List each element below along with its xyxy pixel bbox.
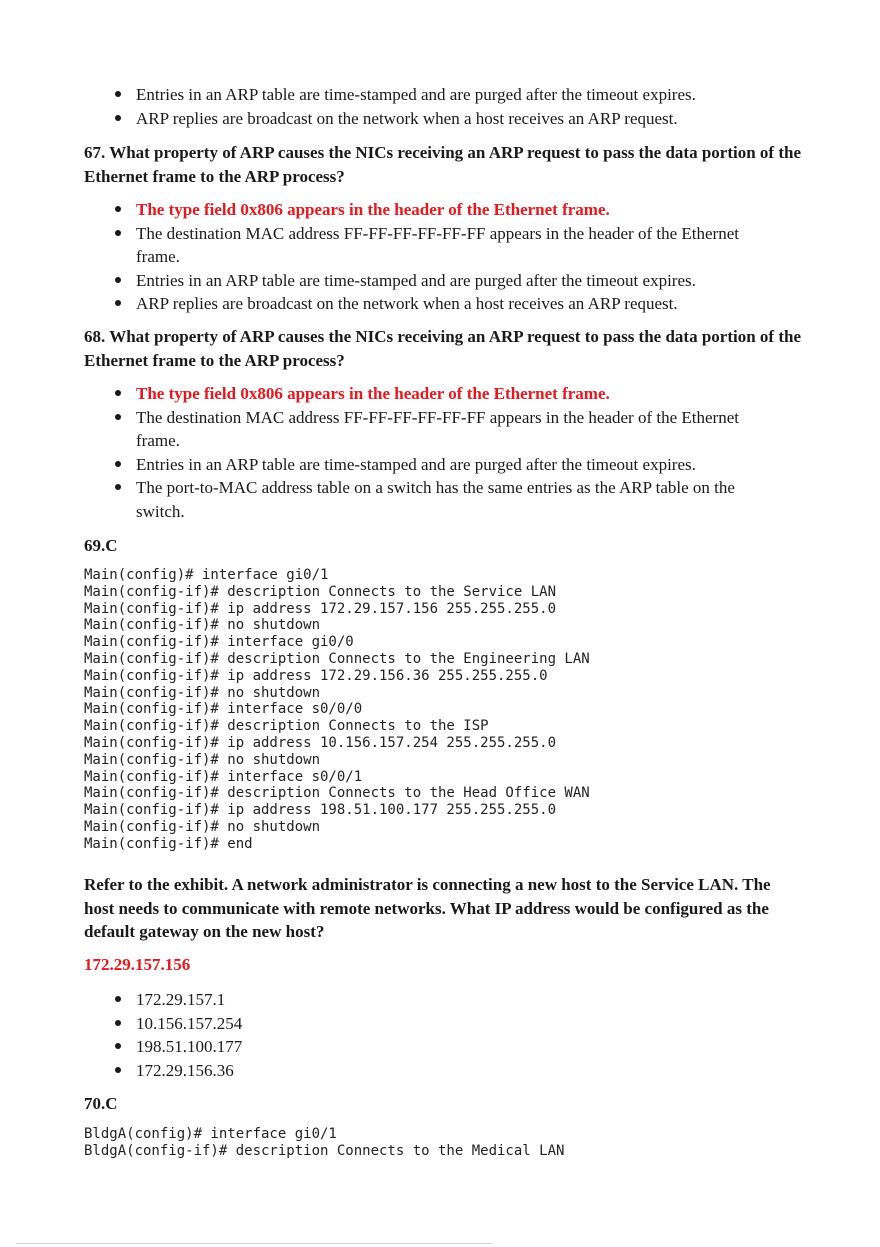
question-69-heading: 69.C bbox=[84, 536, 118, 555]
list-item: 172.29.157.1 bbox=[112, 988, 786, 1012]
config-exhibit-70: BldgA(config)# interface gi0/1 BldgA(config-if)# description Connects to the Medical LAN bbox=[84, 1126, 565, 1159]
question-70-heading: 70.C bbox=[84, 1094, 118, 1113]
list-item: The destination MAC address FF-FF-FF-FF-FF-FF appears in the header of the Ethernet frame. bbox=[112, 406, 786, 453]
question-67: 67. What property of ARP causes the NICs receiving an ARP request to pass the data portion of the Ethernet frame to the ARP process? bbox=[84, 143, 801, 186]
answer-list-67 bbox=[112, 198, 786, 316]
list-item: The destination MAC address FF-FF-FF-FF-FF-FF appears in the header of the Ethernet frame. bbox=[112, 222, 786, 269]
answer-list-68 bbox=[112, 382, 786, 523]
list-item: Entries in an ARP table are time-stamped and are purged after the timeout expires. bbox=[112, 269, 786, 293]
list-item: 10.156.157.254 bbox=[112, 1012, 786, 1036]
list-item: Entries in an ARP table are time-stamped and are purged after the timeout expires. bbox=[112, 83, 786, 107]
list-item: The port-to-MAC address table on a switch has the same entries as the ARP table on the switch. bbox=[112, 476, 786, 523]
list-item: Entries in an ARP table are time-stamped and are purged after the timeout expires. bbox=[112, 453, 786, 477]
correct-answer: 172.29.157.156 bbox=[84, 955, 191, 974]
answer-list-66 bbox=[112, 83, 786, 130]
correct-answer: The type field 0x806 appears in the header of the Ethernet frame. bbox=[112, 198, 786, 222]
list-item: ARP replies are broadcast on the network when a host receives an ARP request. bbox=[112, 292, 786, 316]
list-item: ARP replies are broadcast on the network when a host receives an ARP request. bbox=[112, 107, 786, 131]
list-item: 198.51.100.177 bbox=[112, 1035, 786, 1059]
footer-divider bbox=[16, 1243, 492, 1244]
correct-answer: The type field 0x806 appears in the header of the Ethernet frame. bbox=[112, 382, 786, 406]
config-exhibit-69: Main(config)# interface gi0/1 Main(config-if)# description Connects to the Service LAN Main(config-if)# ip address 172.29.157.156 255.255.255.0 Main(config-if)# no shutdown Main(config-if)# interface gi0/0 Main(config-if)# description Connects to the Engineering LAN Main(config-if)# ip address 172.29.156.36 255.255.255.0 Main(config-if)# no shutdown Main(config-if)# interface s0/0/0 Main(config-if)# description Connects to the ISP Main(config-if)# ip address 10.156.157.254 255.255.255.0 Main(config-if)# no shutdown Main(config-if)# interface s0/0/1 Main(config-if)# description Connects to the Head Office WAN Main(config-if)# ip address 198.51.100.177 255.255.255.0 Main(config-if)# no shutdown Main(config-if)# end bbox=[84, 567, 590, 852]
question-69: Refer to the exhibit. A network administrator is connecting a new host to the Service LAN. The host needs to communicate with remote networks. What IP address would be configured as the default gateway on the new host? bbox=[84, 875, 771, 941]
answer-list-69 bbox=[112, 988, 786, 1082]
question-68: 68. What property of ARP causes the NICs receiving an ARP request to pass the data portion of the Ethernet frame to the ARP process? bbox=[84, 327, 801, 370]
list-item: 172.29.156.36 bbox=[112, 1059, 786, 1083]
